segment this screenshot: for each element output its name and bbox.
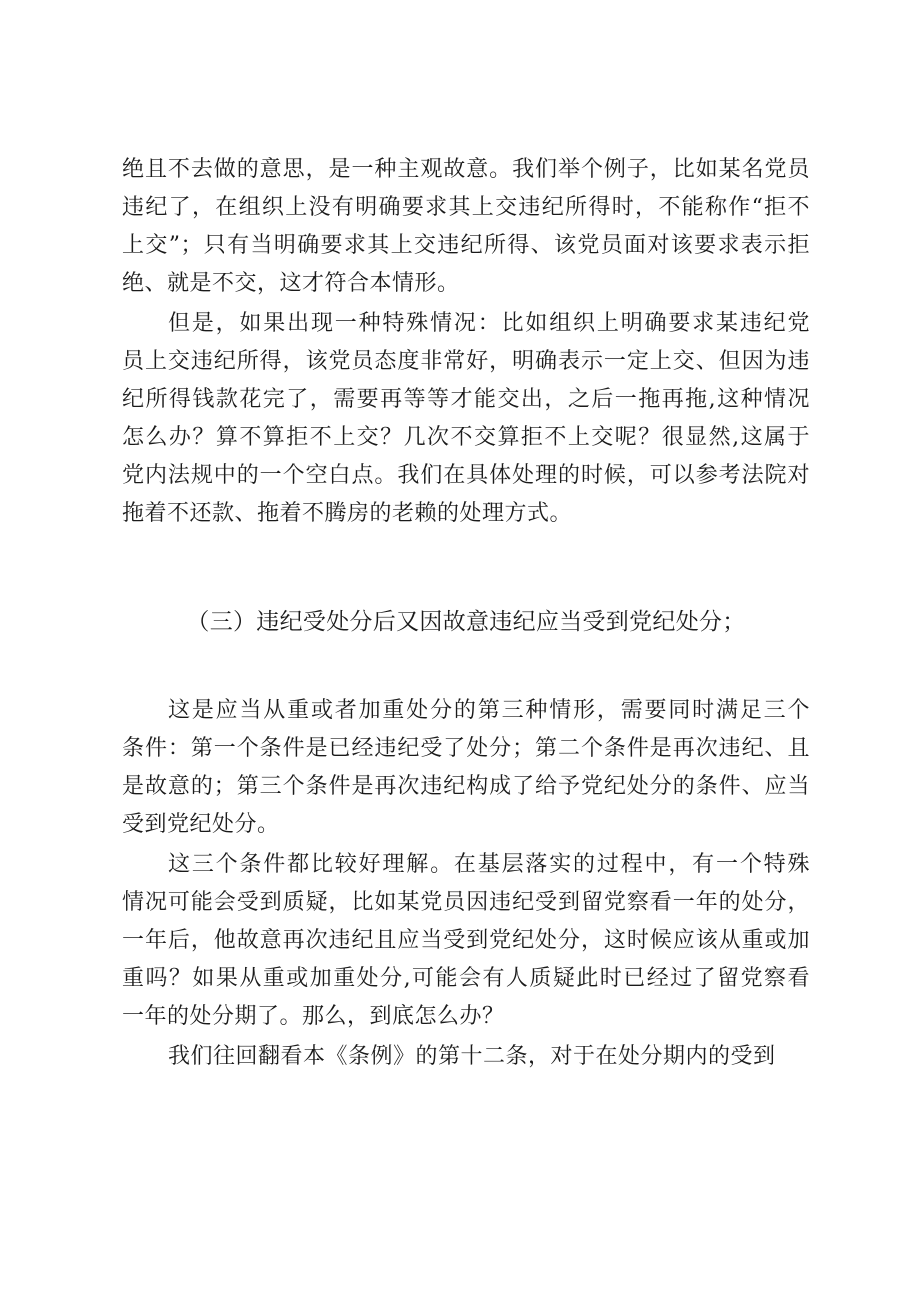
paragraph-line: 党内法规中的一个空白点。我们在具体处理的时候，可以参考法院对 (122, 463, 810, 488)
paragraph-line: 一年后，他故意再次违纪且应当受到党纪处分，这时候应该从重或加 (122, 928, 810, 953)
paragraph-line: 上交”；只有当明确要求其上交违纪所得、该党员面对该要求表示拒 (122, 233, 810, 258)
paragraph-2 (122, 305, 810, 533)
paragraph-line: 情况可能会受到质疑，比如某党员因违纪受到留党察看一年的处分， (122, 890, 810, 915)
paragraph-line: 纪所得钱款花完了，需要再等等才能交出，之后一拖再拖,这种情况 (122, 387, 810, 412)
section-heading: （三）违纪受处分后又因故意违纪应当受到党纪处分； (186, 609, 746, 635)
paragraph-line: 一年的处分期了。那么，到底怎么办？ (122, 1004, 505, 1029)
paragraph-line: 这三个条件都比较好理解。在基层落实的过程中，有一个特殊 (168, 852, 810, 877)
paragraph-line: 条件：第一个条件是已经违纪受了处分；第二个条件是再次违纪、且 (122, 736, 810, 761)
paragraph-line: 重吗？如果从重或加重处分,可能会有人质疑此时已经过了留党察看 (122, 966, 810, 991)
paragraph-line: 是故意的；第三个条件是再次违纪构成了给予党纪处分的条件、应当 (122, 774, 810, 799)
paragraph-4 (122, 846, 810, 1036)
paragraph-line: 绝且不去做的意思，是一种主观故意。我们举个例子，比如某名党员 (122, 157, 810, 182)
paragraph-line: 违纪了，在组织上没有明确要求其上交违纪所得时，不能称作“拒不 (122, 195, 810, 220)
paragraph-line: 这是应当从重或者加重处分的第三种情形，需要同时满足三个 (168, 698, 810, 723)
paragraph-1 (122, 151, 810, 303)
paragraph-3 (122, 692, 810, 844)
paragraph-line: 绝、就是不交，这才符合本情形。 (122, 271, 460, 296)
paragraph-line: 怎么办？算不算拒不上交？几次不交算拒不上交呢？很显然,这属于 (122, 425, 810, 450)
paragraph-line: 员上交违纪所得，该党员态度非常好，明确表示一定上交、但因为违 (122, 349, 810, 374)
paragraph-line: 但是，如果出现一种特殊情况：比如组织上明确要求某违纪党 (168, 311, 810, 336)
paragraph-line: 受到党纪处分。 (122, 812, 280, 837)
paragraph-line: 拖着不还款、拖着不腾房的老赖的处理方式。 (122, 501, 573, 526)
paragraph-5 (122, 1038, 810, 1076)
paragraph-line: 我们往回翻看本《条例》的第十二条，对于在处分期内的受到 (168, 1044, 776, 1069)
